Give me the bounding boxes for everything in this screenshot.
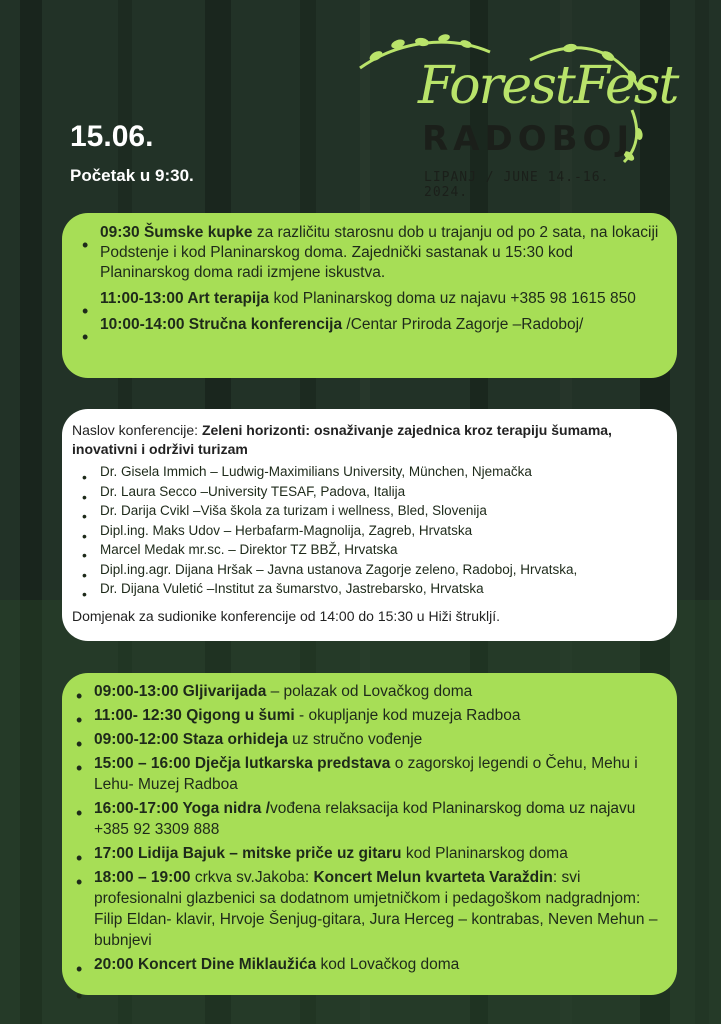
- list-item: • 18:00 – 19:00 crkva sv.Jakoba: Koncert Melun kvarteta Varaždin: svi profesionalni glazbenici sa dodatnom umjetničkom i pedagoškom nadgradnjom: Filip Eldan- klavir, Hrvoje Šenjug-gitara, Jura Herceg – kontrabas, Neven Mehun – bubnjevi: [94, 867, 663, 951]
- list-item: • 20:00 Koncert Dine Miklaužića kod Lovačkog doma: [94, 954, 663, 975]
- list-item: • Dr. Gisela Immich – Ludwig-Maximilians University, München, Njemačka: [100, 462, 663, 482]
- list-item-empty: [94, 978, 663, 999]
- list-item: • 11:00-13:00 Art terapija kod Planinarskog doma uz najavu +385 98 1615 850: [100, 289, 663, 309]
- event-date: 15.06.: [70, 120, 154, 153]
- speaker-list: [72, 462, 663, 599]
- morning-program-card: [62, 213, 677, 378]
- list-item: • 15:00 – 16:00 Dječja lutkarska predstava o zagorskoj legendi o Čehu, Mehu i Lehu- Muzej Radboa: [94, 753, 663, 795]
- start-time: Početak u 9:30.: [70, 166, 194, 185]
- list-item: • 09:00-13:00 Gljivarijada – polazak od Lovačkog doma: [94, 681, 663, 702]
- logo-title: ForestFest: [418, 56, 678, 116]
- afternoon-program-list: [76, 681, 663, 999]
- list-item: • 09:30 Šumske kupke za različitu starosnu dob u trajanju od po 2 sata, na lokaciji Podstenje i kod Planinarskog doma. Zajednički sastanak u 15:30 kod Planinarskog doma radi izmjene iskustva.: [100, 223, 663, 283]
- conference-card: [62, 409, 677, 641]
- list-item: • 10:00-14:00 Stručna konferencija /Centar Priroda Zagorje –Radoboj/: [100, 315, 663, 335]
- list-item: • Dr. Darija Cvikl –Viša škola za turizam i wellness, Bled, Slovenija: [100, 501, 663, 521]
- list-item: • Dr. Laura Secco –University TESAF, Padova, Italija: [100, 482, 663, 502]
- list-item: • Marcel Medak mr.sc. – Direktor TZ BBŽ, Hrvatska: [100, 540, 663, 560]
- list-item: • 11:00- 12:30 Qigong u šumi - okupljanje kod muzeja Radboa: [94, 705, 663, 726]
- reception-note: Domjenak za sudionike konferencije od 14:00 do 15:30 u Hiži štrukljí.: [72, 607, 501, 624]
- list-item: • 17:00 Lidija Bajuk – mitske priče uz gitaru kod Planinarskog doma: [94, 843, 663, 864]
- morning-program-list: [82, 223, 663, 335]
- conference-title: Naslov konferencije: Zeleni horizonti: osnaživanje zajednica kroz terapiju šumama, inovativni i održivi turizam: [72, 422, 612, 457]
- list-item: • Dr. Dijana Vuletić –Institut za šumarstvo, Jastrebarsko, Hrvatska: [100, 579, 663, 599]
- list-item: • Dipl.ing.agr. Dijana Hršak – Javna ustanova Zagorje zeleno, Radoboj, Hrvatska,: [100, 560, 663, 580]
- list-item: • 16:00-17:00 Yoga nidra /vođena relaksacija kod Planinarskog doma uz najavu +385 92 3309 888: [94, 798, 663, 840]
- logo-subtitle: RADOBOJ: [422, 119, 635, 159]
- list-item: • 09:00-12:00 Staza orhideja uz stručno vođenje: [94, 729, 663, 750]
- afternoon-program-card: [62, 673, 677, 995]
- list-item: • Dipl.ing. Maks Udov – Herbafarm-Magnolija, Zagreb, Hrvatska: [100, 521, 663, 541]
- forestfest-logo: [340, 30, 678, 200]
- logo-dates: LIPANJ / JUNE 14.-16. 2024.: [424, 170, 610, 200]
